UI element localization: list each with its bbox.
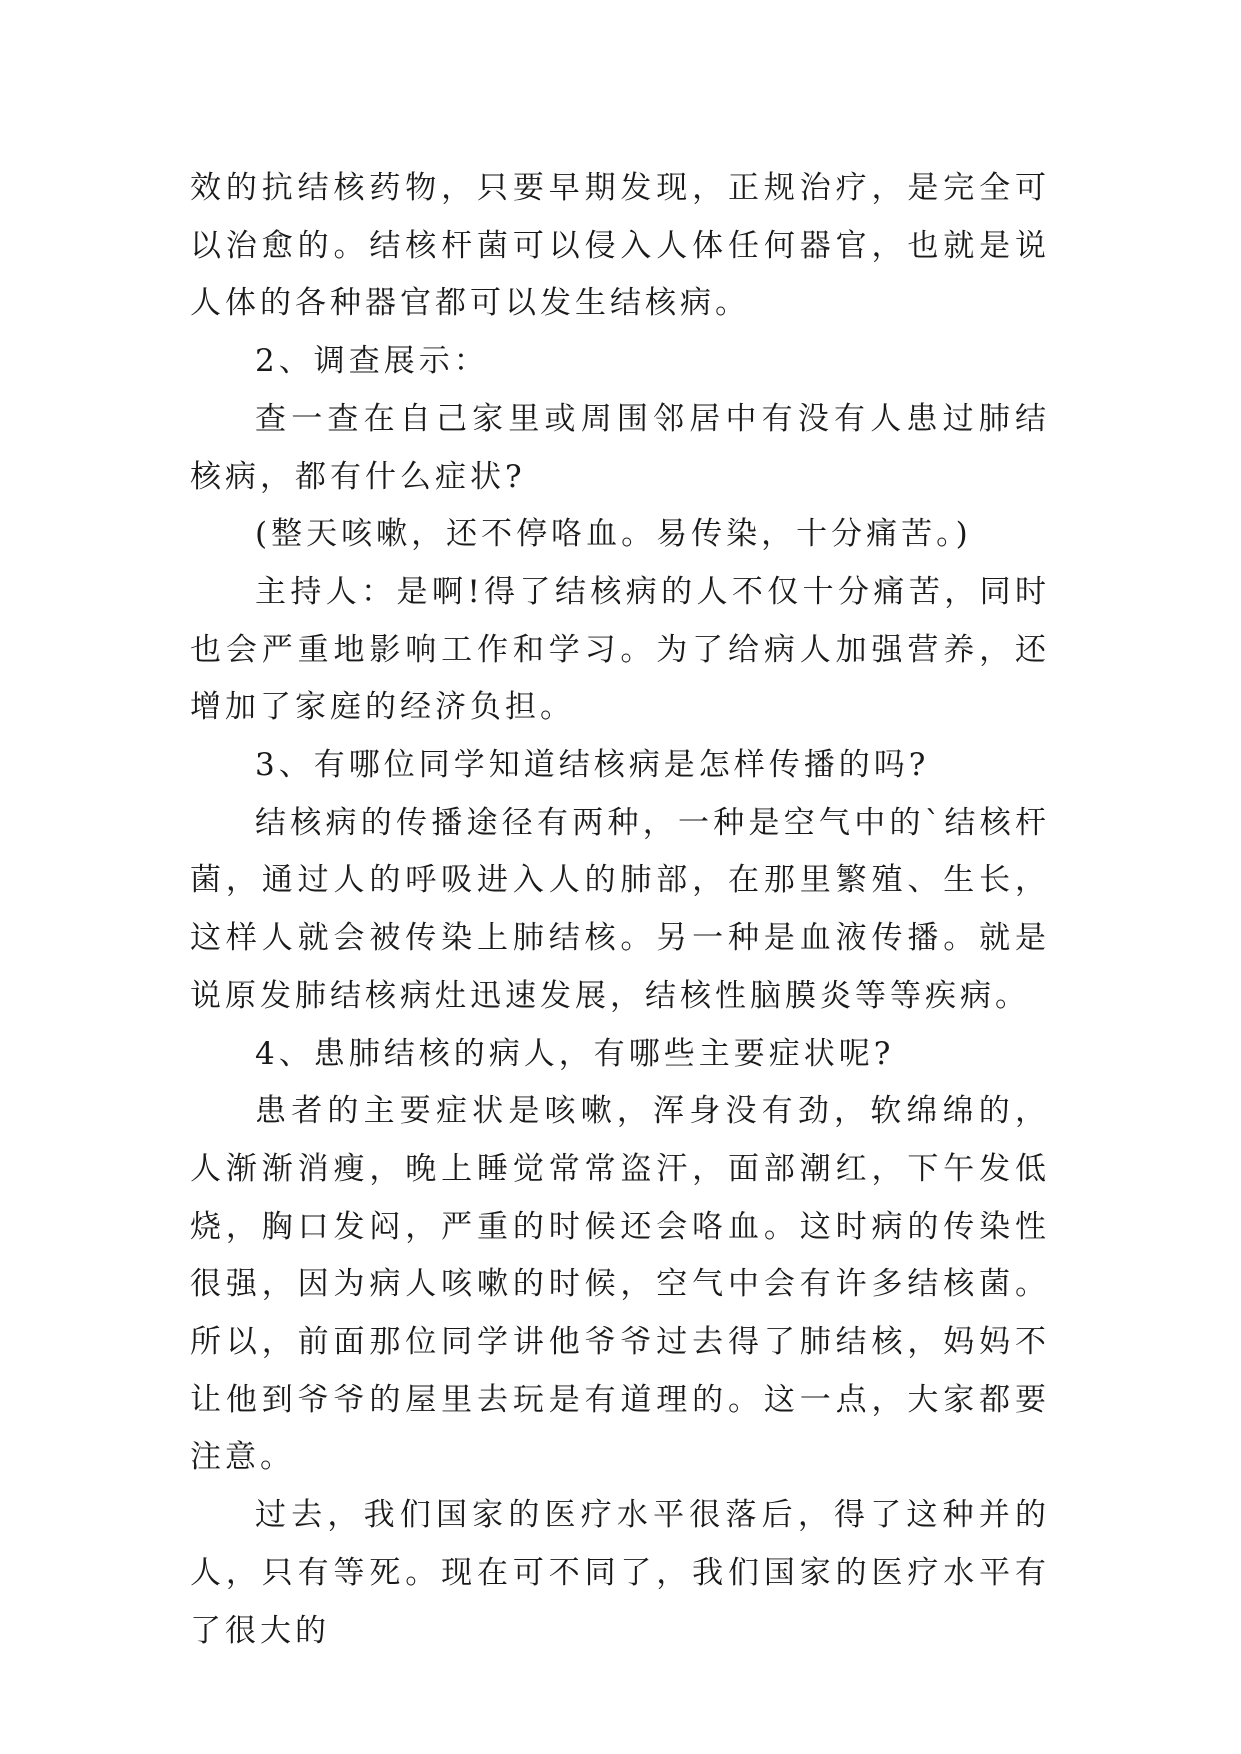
paragraph-survey-question: 查一查在自己家里或周围邻居中有没有人患过肺结核病，都有什么症状?	[190, 400, 1050, 495]
paragraph-section-2-heading: 2、调查展示：	[255, 343, 489, 380]
paragraph-section-3-heading: 3、有哪位同学知道结核病是怎样传播的吗?	[255, 747, 930, 784]
paragraph-section-4-heading: 4、患肺结核的病人，有哪些主要症状呢?	[255, 1035, 895, 1072]
paragraph-continuation: 效的抗结核药物，只要早期发现，正规治疗，是完全可以治愈的。结核杆菌可以侵入人体任何器官，也就是说人体的各种器官都可以发生结核病。	[190, 170, 1050, 322]
paragraph-survey-answer: (整天咳嗽，还不停咯血。易传染，十分痛苦。)	[255, 516, 972, 553]
paragraph-symptoms: 患者的主要症状是咳嗽，浑身没有劲，软绵绵的，人渐渐消瘦，晚上睡觉常常盗汗，面部潮红，下午发低烧，胸口发闷，严重的时候还会咯血。这时病的传染性很强，因为病人咳嗽的时候，空气中会有许多结核菌。所以，前面那位同学讲他爷爷过去得了肺结核，妈妈不让他到爷爷的屋里去玩是有道理的。这一点，大家都要注意。	[190, 1093, 1050, 1476]
paragraph-transmission: 结核病的传播途径有两种，一种是空气中的`结核杆菌，通过人的呼吸进入人的肺部，在那里繁殖、生长，这样人就会被传染上肺结核。另一种是血液传播。就是说原发肺结核病灶迅速发展，结核性脑膜炎等等疾病。	[190, 804, 1050, 1014]
paragraph-host-remark: 主持人：是啊!得了结核病的人不仅十分痛苦，同时也会严重地影响工作和学习。为了给病人加强营养，还增加了家庭的经济负担。	[190, 573, 1050, 726]
document-page	[190, 160, 1050, 1660]
paragraph-history: 过去，我们国家的医疗水平很落后，得了这种并的人，只有等死。现在可不同了，我们国家的医疗水平有了很大的	[190, 1497, 1050, 1649]
